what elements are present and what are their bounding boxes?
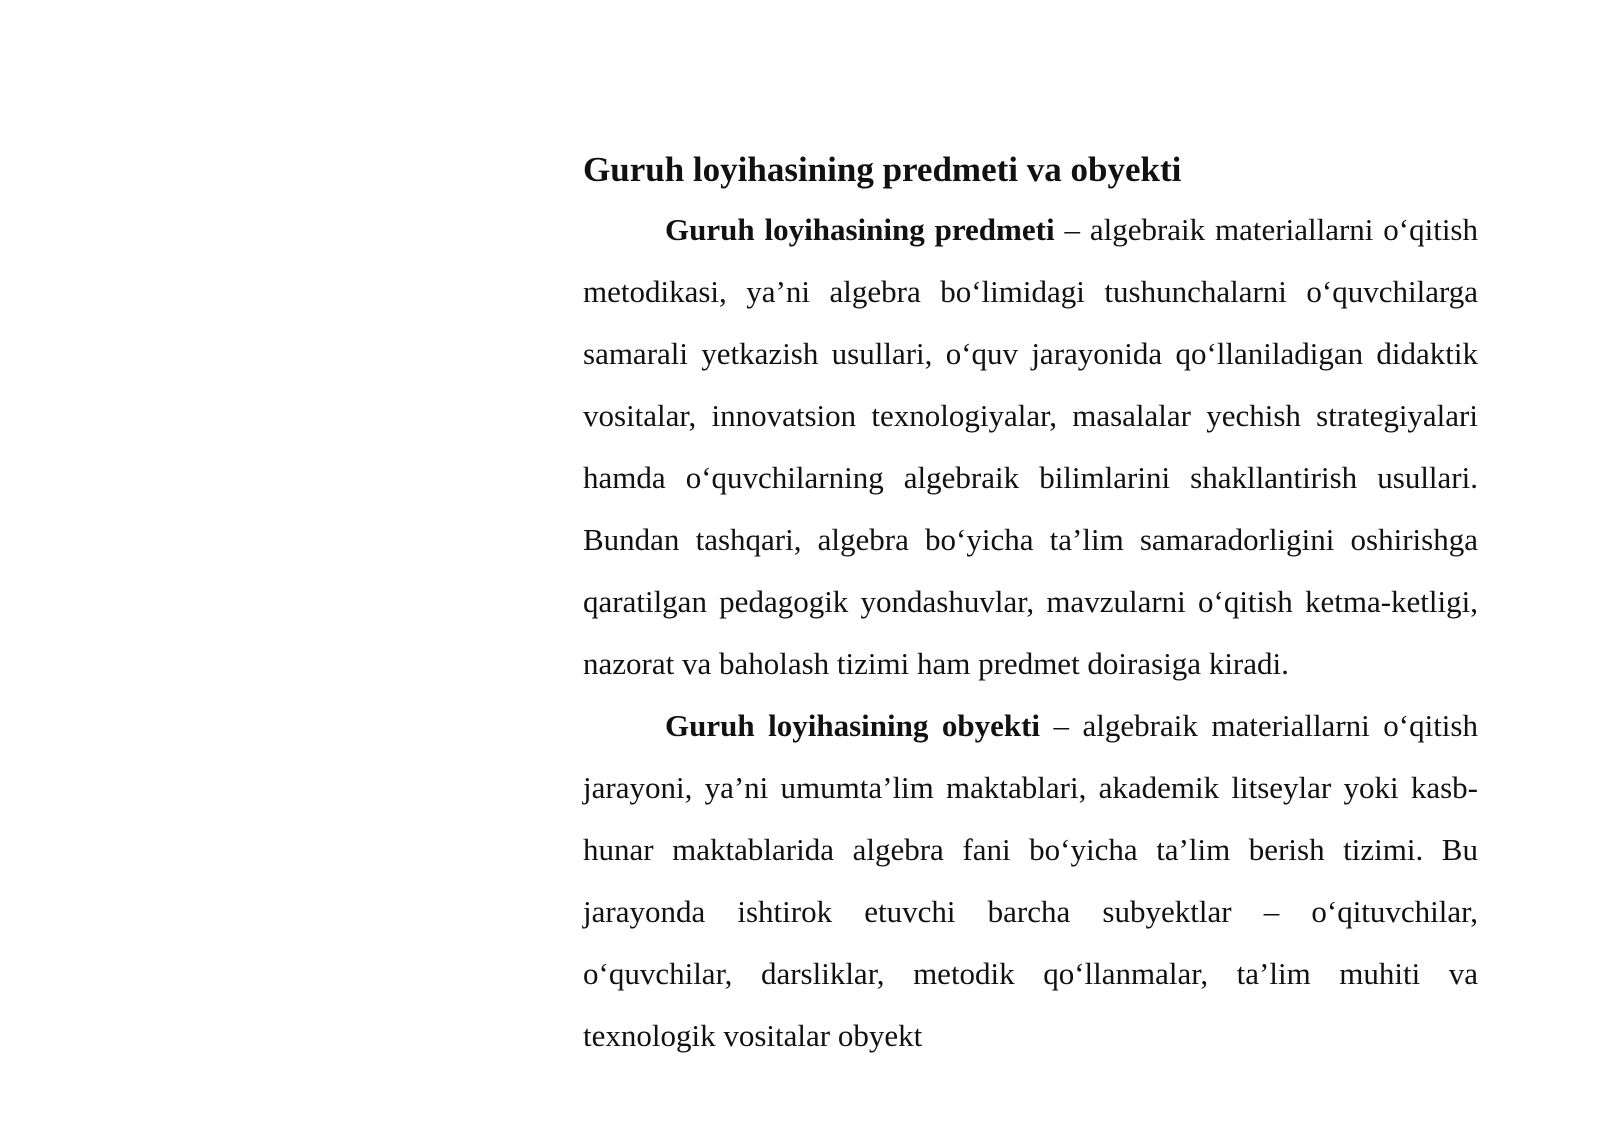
section-heading: Guruh loyihasining predmeti va obyekti — [583, 150, 1182, 189]
paragraph-obyekt — [583, 695, 1478, 1067]
paragraph-predmet — [583, 199, 1478, 695]
document-body — [583, 148, 1478, 1067]
paragraph-predmet-text: – algebraik materiallarni o‘qitish metodikasi, ya’ni algebra bo‘limidagi tushunchalarni o‘quvchilarga samarali yetkazish usullari, o‘quv jarayonida qo‘llaniladigan didaktik vositalar, innovatsion texnologiyalar, masalalar yechish strategiyalari hamda o‘quvchilarning algebraik bilimlarini shakllantirish usullari. Bundan tashqari, algebra bo‘yicha ta’lim samaradorligini oshirishga qaratilgan pedagogik yondashuvlar, mavzularni o‘qitish ketma-ketligi, nazorat va baholash tizimi ham predmet doirasiga kiradi. — [583, 212, 1478, 681]
paragraph-obyekt-text: – algebraik materiallarni o‘qitish jarayoni, ya’ni umumta’lim maktablari, akademik litseylar yoki kasb-hunar maktablarida algebra fani bo‘yicha ta’lim berish tizimi. Bu jarayonda ishtirok etuvchi barcha subyektlar – o‘qituvchilar, o‘quvchilar, darsliklar, metodik qo‘llanmalar, ta’lim muhiti va texnologik vositalar obyekt — [583, 708, 1478, 1053]
term-predmet: Guruh loyihasining predmeti — [665, 212, 1055, 247]
term-obyekt: Guruh loyihasining obyekti — [665, 708, 1041, 743]
